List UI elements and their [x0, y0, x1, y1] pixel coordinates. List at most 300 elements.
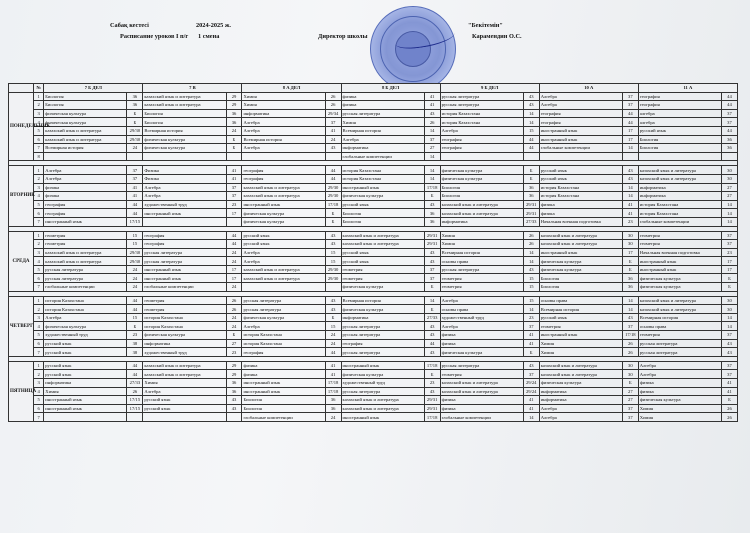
room-cell: 26: [226, 305, 242, 314]
room-cell: 14: [523, 305, 539, 314]
room-cell: 29/31: [424, 396, 440, 405]
subject-cell: география: [242, 166, 325, 175]
subject-cell: Алгебра: [242, 126, 325, 135]
room-cell: 26: [721, 413, 737, 422]
title-kz: Сабақ кестесі: [110, 22, 149, 29]
room-cell: 15: [523, 296, 539, 305]
room-cell: 30: [622, 361, 638, 370]
subject-cell: физическая культура: [143, 135, 226, 144]
lesson-number: 4: [34, 387, 44, 396]
room-cell: 26: [226, 296, 242, 305]
room-cell: 30: [721, 305, 737, 314]
room-cell: 14: [721, 200, 737, 209]
room-cell: 38: [127, 348, 143, 357]
room-cell: 36: [325, 404, 341, 413]
lesson-number: 2: [34, 174, 44, 183]
room-cell: 44: [325, 166, 341, 175]
room-cell: Б: [622, 257, 638, 266]
official-seal-icon: [370, 6, 456, 92]
table-row: [9, 283, 738, 292]
subject-cell: русский язык: [242, 240, 325, 249]
room-cell: 17: [721, 265, 737, 274]
subject-cell: Всемирная история: [143, 126, 226, 135]
subject-cell: русский язык: [143, 404, 226, 413]
lesson-number: 4: [34, 118, 44, 127]
subject-cell: история Казахстана: [242, 331, 325, 340]
subject-cell: русская литература: [44, 265, 127, 274]
subject-cell: казахский язык и литература: [341, 404, 424, 413]
room-cell: 37: [721, 118, 737, 127]
room-cell: 44: [325, 348, 341, 357]
room-cell: 29/30: [127, 126, 143, 135]
room-cell: 41: [721, 387, 737, 396]
subject-cell: русский язык: [44, 339, 127, 348]
room-cell: Б: [325, 313, 341, 322]
room-cell: 36: [721, 144, 737, 153]
room-cell: 29/31: [424, 404, 440, 413]
room-cell: 29/31: [424, 231, 440, 240]
table-row: [9, 396, 738, 405]
room-cell: 14: [424, 152, 440, 161]
room-cell: 29/30: [325, 274, 341, 283]
header-class-11a: 11 А: [638, 84, 737, 93]
subject-cell: казахский язык и литература: [341, 231, 424, 240]
room-cell: Б: [721, 396, 737, 405]
subject-cell: информатика: [638, 192, 721, 201]
subject-cell: иностранный язык: [143, 274, 226, 283]
room-cell: 37: [721, 370, 737, 379]
subject-cell: иностранный язык: [539, 126, 622, 135]
subject-cell: Биология: [341, 217, 424, 226]
subject-cell: художественный труд: [143, 348, 226, 357]
lesson-number: 2: [34, 305, 44, 314]
subject-cell: художественный труд: [44, 331, 127, 340]
room-cell: 29/34: [325, 109, 341, 118]
lesson-number: 3: [34, 379, 44, 388]
subject-cell: иностранный язык: [341, 413, 424, 422]
subject-cell: Биология: [143, 118, 226, 127]
subject-cell: русский язык: [143, 396, 226, 405]
subject-cell: русский язык: [341, 248, 424, 257]
subject-cell: география: [242, 348, 325, 357]
room-cell: 27/33: [523, 217, 539, 226]
subject-cell: информатика: [242, 109, 325, 118]
subject-cell: история Казахстана: [539, 192, 622, 201]
room-cell: 37: [523, 322, 539, 331]
room-cell: 14: [523, 257, 539, 266]
subject-cell: [44, 152, 127, 161]
room-cell: 44: [226, 231, 242, 240]
room-cell: 30: [622, 370, 638, 379]
subject-cell: Всемирная история: [44, 144, 127, 153]
table-row: [9, 265, 738, 274]
room-cell: 29/30: [127, 248, 143, 257]
subject-cell: русская литература: [341, 348, 424, 357]
room-cell: 44: [127, 361, 143, 370]
room-cell: 41: [226, 174, 242, 183]
room-cell: 36: [226, 379, 242, 388]
subject-cell: русская литература: [440, 361, 523, 370]
subject-cell: казахский язык и литература: [242, 192, 325, 201]
room-cell: 44: [325, 174, 341, 183]
subject-cell: геометрия: [638, 240, 721, 249]
subject-cell: история Казахстана: [341, 166, 424, 175]
lesson-number: 5: [34, 265, 44, 274]
room-cell: 15: [127, 313, 143, 322]
subject-cell: физическая культура: [341, 283, 424, 292]
subject-cell: Алгебра: [539, 404, 622, 413]
room-cell: 23: [226, 348, 242, 357]
room-cell: 14: [622, 144, 638, 153]
room-cell: 23: [523, 313, 539, 322]
room-cell: 44: [127, 370, 143, 379]
subject-cell: глобальные компетенции: [44, 283, 127, 292]
lesson-number: 2: [34, 101, 44, 110]
room-cell: Б: [424, 283, 440, 292]
subject-cell: глобальные компетенции: [143, 283, 226, 292]
subject-cell: информатика: [341, 144, 424, 153]
subject-cell: география: [44, 200, 127, 209]
room-cell: 36: [127, 92, 143, 101]
subject-cell: история Казахстана: [638, 200, 721, 209]
room-cell: Б: [226, 135, 242, 144]
subject-cell: физика: [440, 404, 523, 413]
subject-cell: казахский язык и литература: [44, 248, 127, 257]
subject-cell: Всемирная история: [539, 305, 622, 314]
room-cell: 37: [622, 413, 638, 422]
subject-cell: физика: [44, 192, 127, 201]
subject-cell: Алгебра: [539, 92, 622, 101]
room-cell: 43: [523, 101, 539, 110]
shift: 1 смена: [198, 33, 220, 40]
room-cell: 43: [721, 348, 737, 357]
room-cell: Б: [622, 379, 638, 388]
room-cell: 14: [721, 313, 737, 322]
table-row: [9, 240, 738, 249]
subject-cell: география: [242, 174, 325, 183]
room-cell: 41: [622, 200, 638, 209]
subject-cell: Биология: [143, 109, 226, 118]
subject-cell: основы права: [539, 296, 622, 305]
room-cell: 29/30: [127, 135, 143, 144]
lesson-number: 6: [34, 404, 44, 413]
day-label: ВТОРНИК: [9, 166, 34, 226]
room-cell: 37: [523, 370, 539, 379]
room-cell: 23: [226, 200, 242, 209]
room-cell: 37: [721, 240, 737, 249]
room-cell: 26: [127, 387, 143, 396]
room-cell: 24: [325, 413, 341, 422]
room-cell: 44: [127, 296, 143, 305]
table-row: [9, 118, 738, 127]
subject-cell: физическая культура: [242, 313, 325, 322]
room-cell: 14: [424, 296, 440, 305]
subject-cell: иностранный язык: [539, 135, 622, 144]
room-cell: 44: [127, 305, 143, 314]
subject-cell: русский язык: [539, 313, 622, 322]
lesson-number: 1: [34, 166, 44, 175]
subject-cell: русский язык: [341, 257, 424, 266]
room-cell: 17/18: [424, 361, 440, 370]
subject-cell: Алгебра: [341, 135, 424, 144]
room-cell: 37: [721, 361, 737, 370]
room-cell: 43: [523, 361, 539, 370]
room-cell: 43: [424, 248, 440, 257]
room-cell: 37: [424, 135, 440, 144]
day-label: СРЕДА: [9, 231, 34, 291]
room-cell: 37: [226, 192, 242, 201]
approval-label: "Бекітемін": [468, 22, 503, 29]
subject-cell: география: [143, 240, 226, 249]
room-cell: Б: [721, 274, 737, 283]
subject-cell: иностранный язык: [638, 265, 721, 274]
lesson-number: 6: [34, 135, 44, 144]
room-cell: 24: [325, 331, 341, 340]
subject-cell: казахский язык и литература: [638, 166, 721, 175]
subject-cell: [143, 152, 226, 161]
room-cell: 24: [226, 313, 242, 322]
room-cell: 15: [523, 274, 539, 283]
table-row: [9, 144, 738, 153]
room-cell: 27: [721, 183, 737, 192]
lesson-number: 3: [34, 109, 44, 118]
school-year: 2024-2025 ж.: [196, 22, 231, 29]
room-cell: 43: [226, 404, 242, 413]
lesson-number: 4: [34, 322, 44, 331]
lesson-number: 6: [34, 339, 44, 348]
room-cell: 44: [721, 92, 737, 101]
room-cell: [127, 413, 143, 422]
subject-cell: Алгебра: [242, 144, 325, 153]
subject-cell: геометрия: [440, 283, 523, 292]
subject-cell: физическая культура: [539, 379, 622, 388]
room-cell: 17: [622, 126, 638, 135]
subject-cell: Начальная военная подготовка: [638, 248, 721, 257]
subject-cell: информатика: [539, 396, 622, 405]
room-cell: 41: [226, 166, 242, 175]
subject-cell: русская литература: [242, 296, 325, 305]
subject-cell: Всемирная история: [341, 296, 424, 305]
subject-cell: геометрия: [440, 370, 523, 379]
room-cell: 36: [424, 209, 440, 218]
subject-cell: Биология: [44, 101, 127, 110]
room-cell: 29/30: [127, 257, 143, 266]
subject-cell: русская литература: [341, 387, 424, 396]
table-row: [9, 200, 738, 209]
room-cell: 36: [523, 183, 539, 192]
column-header-row: [9, 84, 738, 93]
subject-cell: информатика: [341, 313, 424, 322]
director-label: Директор школы: [318, 33, 368, 40]
table-row: [9, 361, 738, 370]
subject-cell: художественный труд: [143, 200, 226, 209]
lesson-number: 7: [34, 283, 44, 292]
subject-cell: глобальные компетенции: [242, 413, 325, 422]
subject-cell: иностранный язык: [242, 200, 325, 209]
subject-cell: казахский язык и литература: [44, 257, 127, 266]
subject-cell: физическая культура: [440, 166, 523, 175]
room-cell: 43: [523, 265, 539, 274]
subject-cell: казахский язык и литература: [440, 200, 523, 209]
subject-cell: Физика: [143, 174, 226, 183]
room-cell: 44: [424, 339, 440, 348]
room-cell: 37: [424, 274, 440, 283]
room-cell: 17: [226, 209, 242, 218]
room-cell: 41: [325, 370, 341, 379]
subject-cell: Биология: [341, 209, 424, 218]
lesson-number: 7: [34, 413, 44, 422]
subject-cell: Биология: [44, 92, 127, 101]
lesson-number: 7: [34, 348, 44, 357]
table-row: [9, 413, 738, 422]
room-cell: 17/18: [325, 379, 341, 388]
room-cell: 37: [424, 265, 440, 274]
subject-cell: иностранный язык: [44, 404, 127, 413]
subject-cell: основы права: [638, 322, 721, 331]
room-cell: 14: [622, 296, 638, 305]
subject-cell: казахский язык и литература: [143, 370, 226, 379]
room-cell: 29/24: [523, 379, 539, 388]
room-cell: 24: [127, 265, 143, 274]
subject-cell: казахский язык и литература: [143, 361, 226, 370]
table-row: [9, 370, 738, 379]
room-cell: 29: [226, 370, 242, 379]
subject-cell: русская литература: [341, 331, 424, 340]
subject-cell: [143, 413, 226, 422]
subject-cell: иностранный язык: [242, 379, 325, 388]
room-cell: 41: [523, 404, 539, 413]
room-cell: 36: [226, 118, 242, 127]
room-cell: [127, 152, 143, 161]
subject-cell: история Казахстана: [242, 339, 325, 348]
subject-cell: история Казахстана: [143, 322, 226, 331]
room-cell: 14: [622, 305, 638, 314]
room-cell: 27: [622, 387, 638, 396]
subject-cell: иностранный язык: [143, 265, 226, 274]
room-cell: 43: [424, 322, 440, 331]
lesson-number: 3: [34, 183, 44, 192]
room-cell: 44: [127, 200, 143, 209]
subject-cell: иностранный язык: [341, 183, 424, 192]
subject-cell: физика: [539, 200, 622, 209]
lesson-number: 1: [34, 231, 44, 240]
subject-cell: русская литература: [638, 348, 721, 357]
subject-cell: казахский язык и литература: [539, 370, 622, 379]
subject-cell: казахский язык и литература: [638, 296, 721, 305]
subject-cell: геометрия: [539, 322, 622, 331]
table-row: [9, 183, 738, 192]
subject-cell: физическая культура: [341, 305, 424, 314]
subject-cell: казахский язык и литература: [143, 101, 226, 110]
room-cell: 41: [523, 339, 539, 348]
room-cell: Б: [127, 322, 143, 331]
room-cell: 14: [523, 118, 539, 127]
subject-cell: русская литература: [638, 339, 721, 348]
subject-cell: история Казахстана: [440, 118, 523, 127]
subject-cell: глобальные компетенции: [539, 144, 622, 153]
subject-cell: история Казахстана: [341, 174, 424, 183]
room-cell: [523, 152, 539, 161]
subject-cell: история Казахстана: [638, 209, 721, 218]
subject-cell: геометрия: [440, 274, 523, 283]
lesson-number: 4: [34, 257, 44, 266]
subject-cell: русская литература: [440, 92, 523, 101]
room-cell: 43: [622, 313, 638, 322]
table-row: [9, 135, 738, 144]
subject-cell: физика: [341, 101, 424, 110]
table-row: [9, 322, 738, 331]
room-cell: 27: [226, 339, 242, 348]
room-cell: 14: [523, 413, 539, 422]
room-cell: 43: [424, 109, 440, 118]
room-cell: 26: [424, 118, 440, 127]
subject-cell: физическая культура: [242, 209, 325, 218]
subject-cell: русская литература: [440, 101, 523, 110]
subject-cell: русский язык: [539, 166, 622, 175]
table-row: [9, 257, 738, 266]
subject-cell: русский язык: [44, 370, 127, 379]
room-cell: 29/31: [523, 209, 539, 218]
subject-cell: Алгебра: [143, 387, 226, 396]
room-cell: 44: [721, 101, 737, 110]
subject-cell: иностранный язык: [44, 396, 127, 405]
subject-cell: информатика: [44, 379, 127, 388]
subject-cell: Алгебра: [242, 248, 325, 257]
room-cell: 37: [622, 322, 638, 331]
room-cell: [226, 413, 242, 422]
subject-cell: глобальные компетенции: [638, 217, 721, 226]
subject-cell: Химия: [440, 231, 523, 240]
room-cell: 44: [721, 126, 737, 135]
director-name: Карамендин О.С.: [472, 33, 522, 40]
subject-cell: Алгебра: [440, 296, 523, 305]
room-cell: 43: [325, 305, 341, 314]
room-cell: 17: [622, 248, 638, 257]
room-cell: 14: [721, 322, 737, 331]
subject-cell: казахский язык и литература: [242, 274, 325, 283]
table-row: [9, 152, 738, 161]
subject-cell: русский язык: [638, 126, 721, 135]
room-cell: 30: [721, 296, 737, 305]
room-cell: Б: [721, 283, 737, 292]
subject-cell: физическая культура: [638, 283, 721, 292]
room-cell: 41: [127, 183, 143, 192]
subject-cell: русская литература: [440, 265, 523, 274]
room-cell: Б: [523, 166, 539, 175]
subject-cell: алгебра: [638, 118, 721, 127]
subject-cell: Биология: [638, 144, 721, 153]
subject-cell: Алгебра: [539, 101, 622, 110]
day-label: ЧЕТВЕРГ: [9, 296, 34, 356]
room-cell: 38: [127, 339, 143, 348]
room-cell: Б: [622, 265, 638, 274]
room-cell: [226, 217, 242, 226]
room-cell: 30: [721, 166, 737, 175]
room-cell: 43: [424, 348, 440, 357]
table-row: [9, 231, 738, 240]
subject-cell: география: [638, 101, 721, 110]
subject-cell: Алгебра: [242, 322, 325, 331]
table-row: [9, 387, 738, 396]
subject-cell: физическая культура: [440, 348, 523, 357]
subject-cell: история Казахстана: [440, 109, 523, 118]
subject-cell: Алгебра: [44, 174, 127, 183]
lesson-number: 7: [34, 217, 44, 226]
room-cell: 43: [325, 240, 341, 249]
room-cell: 44: [226, 240, 242, 249]
subject-cell: физика: [638, 379, 721, 388]
subject-cell: Алгебра: [440, 126, 523, 135]
